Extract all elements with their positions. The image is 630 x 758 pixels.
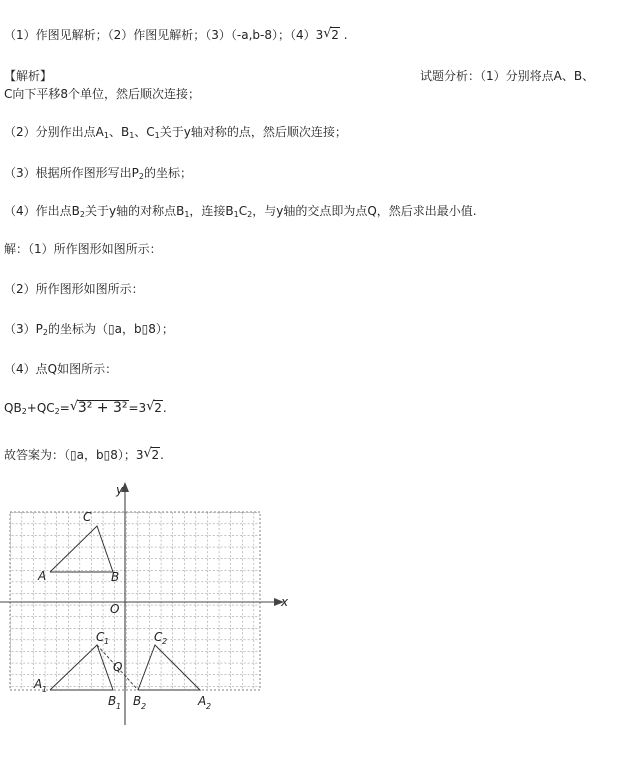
label-C2: C <box>154 630 163 644</box>
answer-end: . <box>343 28 348 42</box>
analysis-step2: （2）分别作出点$A_1$、$B_1$、$C_1$关于y轴对称的点，然后顺次连接； <box>4 125 347 140</box>
label-C: C <box>83 510 92 524</box>
label-B: B <box>111 570 120 584</box>
origin-label: O <box>110 602 120 616</box>
label-B1: B <box>108 694 117 708</box>
solution-line-4: （4）点Q如图所示： <box>4 362 118 376</box>
axis-y-label: y <box>116 483 124 497</box>
label-A2: A <box>198 694 207 708</box>
solution-line-1: 解：（1）所作图形如图所示： <box>4 242 162 256</box>
answer-text: （1）作图见解析；（2）作图见解析；（3）（-a,b-8）；（4）3 <box>4 28 324 42</box>
analysis-tag: 【解析】 <box>4 69 53 83</box>
axis-x-label: x <box>281 595 289 609</box>
solution-equation: $QB_2+QC_2=$ √ 3² + 3²=3 √ 2. <box>4 399 167 416</box>
grid-lines <box>10 512 260 690</box>
equation-sqrt-2: √ 2 <box>146 399 162 415</box>
answer-line <box>4 27 348 43</box>
analysis-cont: C向下平移8个单位，然后顺次连接； <box>4 87 201 101</box>
answer-sqrt: √ 2 <box>323 26 339 42</box>
coordinate-figure <box>0 480 300 725</box>
label-C1: C <box>96 630 105 644</box>
analysis-step3: （3）根据所作图形写出$P_2$的坐标； <box>4 166 192 181</box>
svg-text:1: 1 <box>104 637 110 646</box>
label-B2: B <box>133 694 142 708</box>
analysis-intro: 试题分析：（1）分别将点A、B、 <box>420 69 595 83</box>
svg-text:2: 2 <box>141 702 147 711</box>
final-sqrt: √ 2 <box>143 446 160 462</box>
label-A: A <box>38 569 47 583</box>
svg-text:2: 2 <box>206 702 212 711</box>
equation-sqrt: √ 3² + 3² <box>69 399 128 416</box>
analysis-step4: （4）作出点$B_2$关于y轴的对称点$B_1$，连接$B_1C_2$，与y轴的交点即为点Q，然后求出最小值. <box>4 204 477 219</box>
solution-final: 故答案为：（▯a，b▯8）；3 √ 2. <box>4 446 164 462</box>
label-Q: Q <box>113 660 123 674</box>
solution-line-2: （2）所作图形如图所示： <box>4 282 144 296</box>
svg-text:1: 1 <box>116 702 122 711</box>
label-A1: A <box>34 677 43 691</box>
svg-text:2: 2 <box>162 637 168 646</box>
solution-line-3: $(3)P_2$的坐标为（▯a，b▯8）； <box>4 322 174 337</box>
svg-text:1: 1 <box>42 685 48 694</box>
